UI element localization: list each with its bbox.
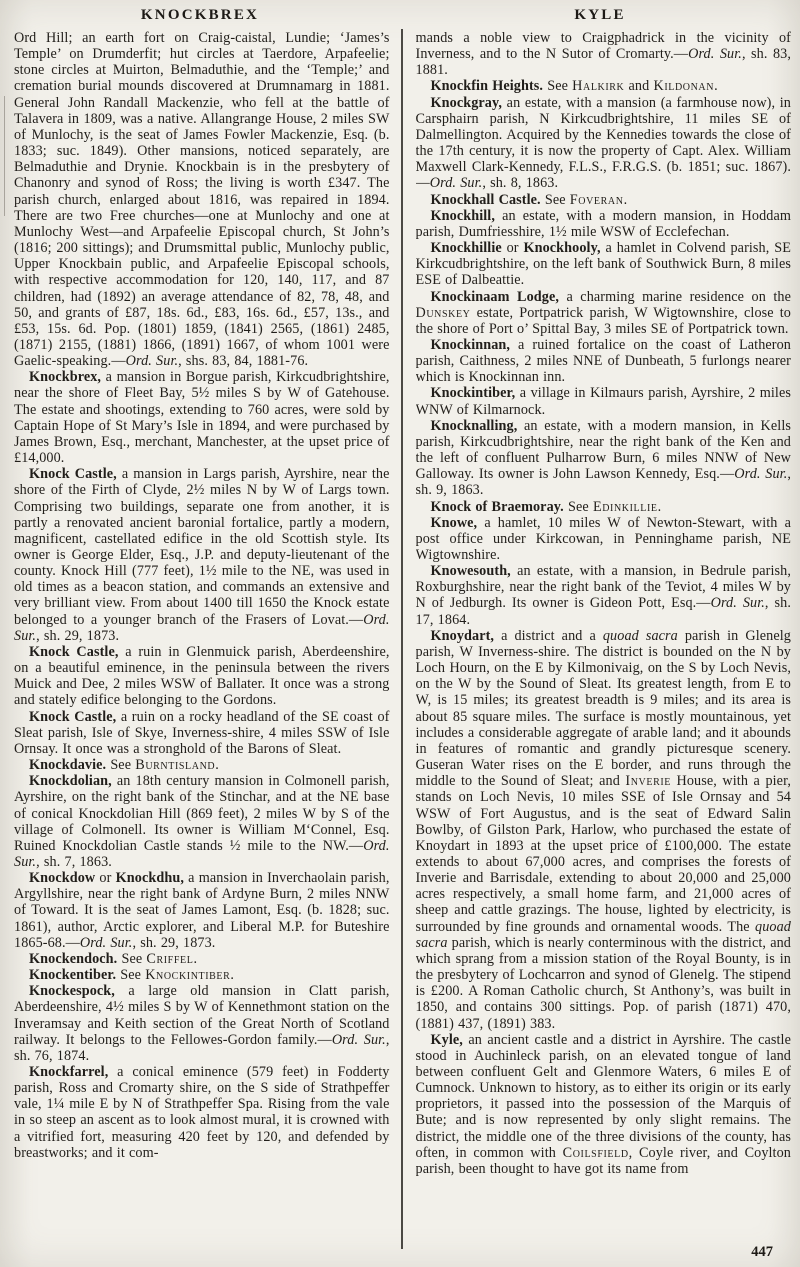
entry-knockinaam-lodge: Knockinaam Lodge, a charming marine residence on the Dunskey estate, Portpatrick parish, W Wigtownshire, close to the shore of Port o’ Spittal Bay, 3 miles SE of Portpatrick town. bbox=[415, 288, 791, 337]
entry-knockintiber: Knockintiber, a village in Kilmaurs parish, Ayrshire, 2 miles WNW of Kilmarnock. bbox=[415, 385, 791, 418]
entry-knockendoch: Knockendoch. See Criffel. bbox=[29, 950, 198, 967]
running-heads bbox=[0, 7, 800, 24]
entry-knock-castle-sleat: Knock Castle, a ruin on a rocky headland of the SE coast of Sleat parish, Isle of Skye, Inverness-shire, 4 miles SSW of Isle Ornsay. It once was a stronghold of the Barons of Sleat. bbox=[14, 708, 390, 757]
entry-knoydart: Knoydart, a district and a quoad sacra parish in Glenelg parish, W Inverness-shire. The district is bounded on the N by Loch Hourn, on the E by Kilmonivaig, on the S by Loch Nevis, on the W by the Sound of Sleat. Its greatest length, from E to W, is 15 miles; its greatest breadth is 9 miles; and its area is about 85 square miles. The surface is mostly mountainous, yet includes a considerable aggregate of arable land; and it abounds in features of romantic and grandly picturesque scenery. Guseran Water rises on the E border, and runs through the middle to the Sound of Sleat; and Inverie House, with a pier, stands on Loch Nevis, 10 miles SSE of Isle Ornsay and 54 WSW of Fort Augustus, and is the seat of Edward Salin Bowlby, of Gilston Park, Harlow, who purchased the estate of Knoydart in 1893 at the upset price of £100,000. The estate extends to about 67,000 acres, and comprises the forests of Inverie and Barrisdale, extending to about 20,000 and 25,000 acres respectively, a small home farm, and 21,000 acres of sheep and cattle grazings. The house, lighted by electricity, is surrounded by fine grounds and ornamental woods. The quoad sacra parish, which is nearly conterminous with the district, and which sprang from a mission station of the Royal Bounty, is in the presbytery of Lochcarron and synod of Glenelg. The stipend is £200. A Roman Catholic church, St Anthony’s, was built in 1850, and contains 300 sittings. Pop. of parish (1871) 470, (1881) 437, (1891) 383. bbox=[415, 627, 791, 1032]
entry-knockfarrel-continuation: mands a noble view to Craigphadrick in the vicinity of Inverness, and to the N Sutor of Cromarty.—Ord. Sur., sh. 83, 1881. bbox=[415, 30, 791, 79]
entry-knowesouth: Knowesouth, an estate, with a mansion, in Bedrule parish, Roxburghshire, near the right bank of the Teviot, 4 miles W by N of Jedburgh. Its owner is Gideon Pott, Esq.—Ord. Sur., sh. 17, 1864. bbox=[415, 563, 791, 628]
entry-knock-of-braemoray: Knock of Braemoray. See Edinkillie. bbox=[430, 498, 662, 515]
running-head-left: KNOCKBREX bbox=[140, 7, 260, 23]
entry-knockfarrel: Knockfarrel, a conical eminence (579 feet) in Fodderty parish, Ross and Cromarty shire, on the S side of Strathpeffer vale, 1¼ mile E by N of Strathpeffer Spa. Rising from the vale in so steep an ascent as to look almost mural, it is crowned with a vitrified fort, measuring 420 feet by 120, and defended by breastworks; and it com- bbox=[14, 1064, 390, 1161]
entry-knowe: Knowe, a hamlet, 10 miles W of Newton-Stewart, with a post office under Kirkcowan, in Penninghame parish, NE Wigtownshire. bbox=[415, 514, 791, 563]
running-head-right: KYLE bbox=[574, 7, 626, 23]
entry-kyle: Kyle, an ancient castle and a district in Ayrshire. The castle stood in Auchinleck parish, on an elevated tongue of land between confluent Gelt and Glenmore Waters, 6 miles E of Cumnock. Unknown to history, as to either its origin or its early proprietors, it passed into the possession of the Marquis of Bute; and is now represented by only slight remains. The district, the middle one of the three divisions of the county, has often, in common with Coilsfield, Coyle river, and Coylton parish, been thought to have got its name from bbox=[415, 1031, 791, 1177]
entry-knock-castle-glenmuick: Knock Castle, a ruin in Glenmuick parish, Aberdeenshire, on a beautiful eminence, in the peninsula between the rivers Muick and Dee, 2 miles WSW of Ballater. It once was a strong and stately edifice belonging to the Gordons. bbox=[14, 643, 390, 709]
entry-knockhall-castle: Knockhall Castle. See Foveran. bbox=[430, 191, 628, 208]
entry-knockinnan: Knockinnan, a ruined fortalice on the coast of Latheron parish, Caithness, 2 miles NNE of Dunbeath, 5 furlongs nearer which is Knockinnan inn. bbox=[415, 336, 791, 386]
entry-knockdow: Knockdow or Knockdhu, a mansion in Inverchaolain parish, Argyllshire, near the right bank of Ardyne Burn, 2 miles NNW of Toward. It is the seat of James Lamont, Esq. (b. 1828; suc. 1861), author, Arctic explorer, and Liberal M.P. for Buteshire 1865-68.—Ord. Sur., sh. 29, 1873. bbox=[14, 870, 390, 951]
entry-knockbrex: Knockbrex, a mansion in Borgue parish, Kirkcudbrightshire, near the shore of Fleet Bay, 5½ miles S by W of Gatehouse. The estate and shootings, extending to 760 acres, were sold by Captain Hope of St Mary’s Isle in 1894, and were purchased by James Brown, Esq., merchant, Manchester, at the upset price of £14,000. bbox=[14, 369, 390, 467]
entry-knockdolian: Knockdolian, an 18th century mansion in Colmonell parish, Ayrshire, on the right bank of the Stinchar, and at the NE base of conical Knockdolian Hill (869 feet), 2 miles W by S of the village of Colmonell. Its owner is William M‘Connel, Esq. Ruined Knockdolian Castle stands ½ mile to the NW.—Ord. Sur., sh. 7, 1863. bbox=[14, 773, 390, 870]
page-number: 447 bbox=[751, 1244, 773, 1260]
entry-knockhill: Knockhill, an estate, with a modern mansion, in Hoddam parish, Dumfriesshire, 1½ mile WSW of Ecclefechan. bbox=[415, 207, 791, 240]
entry-knockgray: Knockgray, an estate, with a mansion (a farmhouse now), in Carsphairn parish, N Kirkcudbrightshire, 11 miles SE of Dalmellington. Acquired by the Kennedies towards the close of the 17th century, it is now the property of Capt. Alex. William Maxwell Clark-Kennedy, F.L.S., F.R.G.S. (b. 1851; suc. 1867).—Ord. Sur., sh. 8, 1863. bbox=[415, 94, 791, 192]
entry-knockespock: Knockespock, a large old mansion in Clatt parish, Aberdeenshire, 4½ miles S by W of Kennethmont station on the Inveramsay and Keith section of the Great North of Scotland railway. It belongs to the Fellowes-Gordon family.—Ord. Sur., sh. 76, 1874. bbox=[14, 983, 390, 1064]
scan-edge-artifact bbox=[4, 96, 5, 216]
entry-knockdavie: Knockdavie. See Burntisland. bbox=[29, 757, 219, 774]
entry-ord-hill-continuation: Ord Hill; an earth fort on Craig-caistal, Lundie; ‘James’s Temple’ on Drumderfit; hut circles at Taerdore, Arpafeelie; stone circles at Muirton, Belmaduthie, and the ‘Temple;’ and cremation burial mounds discovered at Drumnamarg in 1881. General John Randall Mackenzie, who fell at the battle of Talavera in 1809, was a native. Allangrange House, 2 miles SW of Munlochy, is the seat of James Fowler Mackenzie, Esq. (b. 1833; suc. 1849). Other mansions, noticed separately, are Belmaduthie and Drynie. Knockbain is in the presbytery of Chanonry and synod of Ross; the living is worth £347. The parish church, enlarged about 1816, was repaired in 1894. There are two Free churches—one at Munlochy and one at Munlochy West—and Arpafeelie Episcopal church, St John’s (1816; 200 sittings); and Drumsmittal public, Munlochy public, Upper Knockbain public, and Arpafeelie Episcopal schools, with respective accommodation for 120, 140, 117, and 87 children, had (1892) an average attendance of 82, 78, 48, and 50, and grants of £87, 18s. 6d., £83, 16s. 6d., £57, 13s., and £53, 15s. 6d. Pop. (1801) 1859, (1841) 2565, (1861) 2485, (1871) 2155, (1881) 1866, (1891) 1667, of whom 1001 were Gaelic-speaking.—Ord. Sur., shs. 83, 84, 1881-76. bbox=[14, 30, 390, 370]
entry-knockentiber: Knockentiber. See Knockintiber. bbox=[29, 967, 235, 984]
left-column bbox=[14, 30, 390, 1251]
text-columns bbox=[14, 30, 791, 1251]
entry-knocknalling: Knocknalling, an estate, with a modern mansion, in Kells parish, Kirkcudbrightshire, near the right bank of the Ken and the left of confluent Pulharrow Burn, 6 miles NNW of New Galloway. Its owner is John Lawson Kennedy, Esq.—Ord. Sur., sh. 9, 1863. bbox=[415, 417, 791, 499]
entry-knock-castle-largs: Knock Castle, a mansion in Largs parish, Ayrshire, near the shore of the Firth of Clyde, 2½ miles N by W of Largs town. Comprising two buildings, separate one from another, it is partly a renovated ancient baronial fortalice, partly a modern, magnificent, castellated edifice in the old Scottish style. Its owner is George Elder, Esq., J.P. and deputy-lieutenant of the county. Knock Hill (777 feet), 1½ mile to the NE, was used in old times as a beacon station, and commands an extensive and very brilliant view. From about 1400 till 1650 the Knock estate belonged to a younger branch of the Frasers of Lovat.—Ord. Sur., sh. 29, 1873. bbox=[14, 466, 390, 644]
right-column bbox=[416, 30, 792, 1251]
entry-knockhillie: Knockhillie or Knockhooly, a hamlet in Colvend parish, SE Kirkcudbrightshire, on the left bank of Southwick Burn, 8 miles ESE of Dalbeattie. bbox=[415, 240, 791, 289]
entry-knockfin-heights: Knockfin Heights. See Halkirk and Kildonan. bbox=[430, 78, 718, 95]
